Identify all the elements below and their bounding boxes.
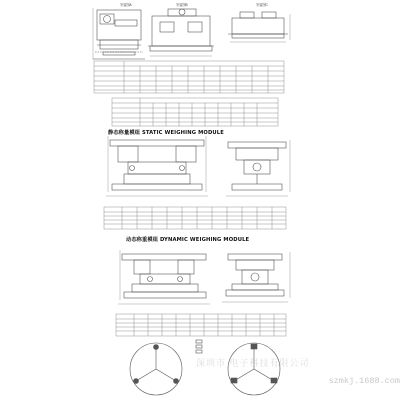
dynamic-module-drawings [118,250,290,304]
dynamic-layout-circle [228,343,280,395]
watermark-url: szmkj.1688.com [328,376,400,386]
schematic-legend [196,340,202,353]
side-view-drawing-a [93,8,145,60]
svg-text:安装图B: 安装图B [176,3,188,7]
static-module-heading: 静态称量模组 STATIC WEIGHING MODULE [108,130,224,136]
svg-text:安装图C: 安装图C [256,3,268,7]
static-module-side-view [106,136,208,196]
spec-table-3 [104,207,286,229]
spec-table-4 [116,314,286,336]
static-layout-circle [130,343,182,395]
watermark-cn: 深圳市 电子科技有限公司 [196,358,310,368]
static-module-drawings [106,136,290,196]
top-drawings [93,2,290,60]
spec-table-1 [94,61,284,93]
dynamic-module-side-view [118,250,210,304]
dynamic-module-end-view [222,252,290,302]
spec-table-2 [112,98,278,126]
end-view-drawing-c [228,2,290,42]
static-module-end-view [226,140,290,196]
dynamic-module-heading: 动态称重模组 DYNAMIC WEIGHING MODULE [126,237,250,243]
svg-text:安装图A: 安装图A [120,3,132,7]
front-view-drawing-b [148,2,214,56]
